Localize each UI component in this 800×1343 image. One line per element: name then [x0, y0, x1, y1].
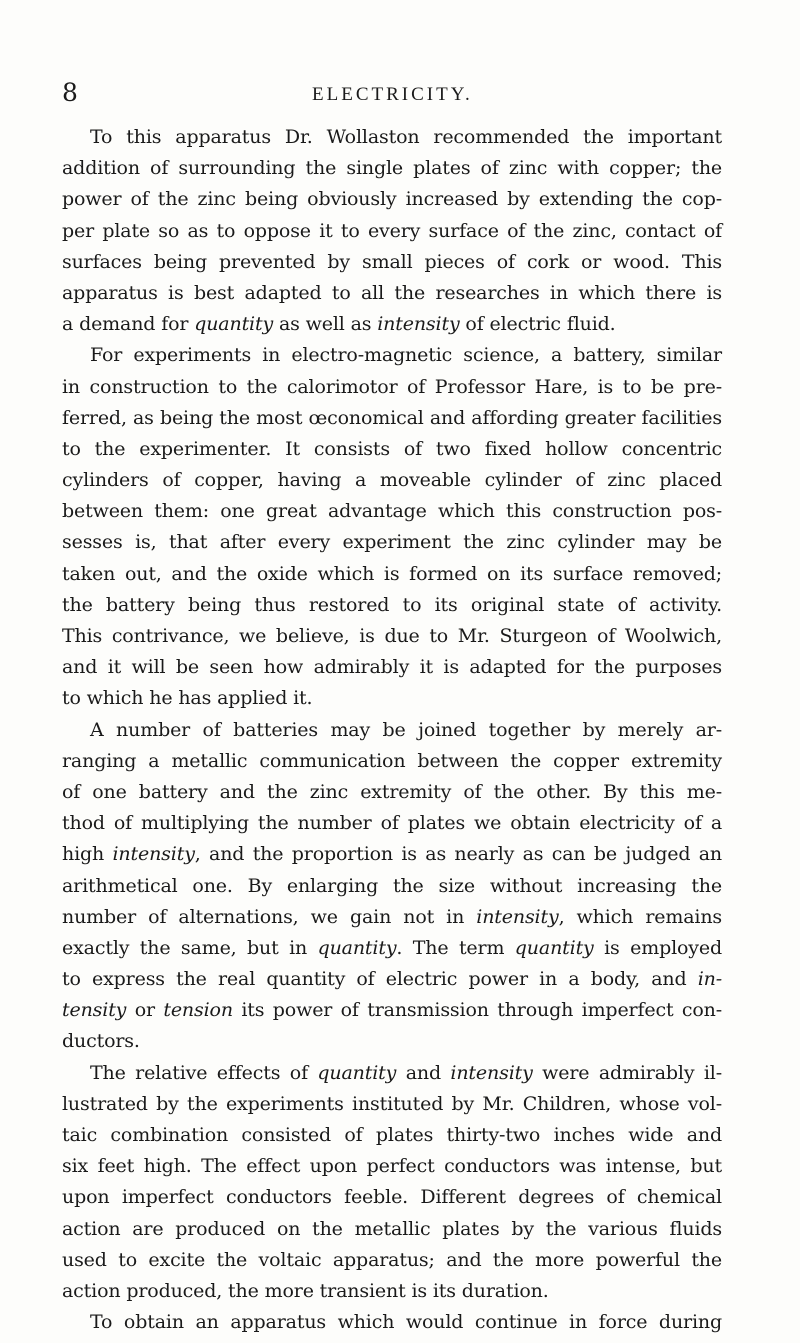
text-run: lustrated by the experiments instituted by Mr. Children, whose vol- — [62, 1092, 722, 1115]
text-run: apparatus is best adapted to all the researches in which there is — [62, 281, 722, 304]
text-line — [62, 933, 722, 964]
text-run: in construction to the calorimotor of Professor Hare, is to be pre- — [62, 375, 722, 398]
text-run: and — [396, 1061, 451, 1084]
italic-term: intensity — [476, 905, 559, 928]
text-run: to the experimenter. It consists of two fixed hollow concentric — [62, 437, 722, 460]
text-run: . The term — [396, 936, 515, 959]
text-line — [62, 590, 722, 621]
italic-term: in- — [697, 968, 722, 991]
text-line — [62, 715, 722, 746]
text-run: or — [126, 999, 164, 1022]
text-line — [62, 184, 722, 215]
page-header — [62, 78, 722, 112]
text-run: thod of multiplying the number of plates we obtain electricity of a — [62, 812, 722, 835]
text-line — [62, 1276, 722, 1307]
text-line — [62, 527, 722, 558]
text-line — [62, 1151, 722, 1182]
text-line — [62, 1245, 722, 1276]
text-line — [62, 340, 722, 371]
text-run: , which remains — [558, 905, 723, 928]
page-number: 8 — [62, 78, 78, 107]
italic-term: quantity — [317, 1061, 397, 1084]
text-line — [62, 122, 722, 153]
text-run: The relative effects of — [90, 1061, 318, 1084]
italic-term: intensity — [112, 843, 195, 866]
text-run: a demand for — [62, 313, 195, 336]
text-line — [62, 309, 722, 340]
text-line — [62, 372, 722, 403]
text-run: to which he has applied it. — [62, 687, 313, 710]
text-run: action produced, the more transient is its duration. — [62, 1279, 549, 1302]
text-line — [62, 995, 722, 1026]
text-run: sesses is, that after every experiment the zinc cylinder may be — [62, 531, 722, 554]
text-line — [62, 216, 722, 247]
text-line — [62, 1182, 722, 1213]
text-run: the battery being thus restored to its original state of activity. — [62, 593, 722, 616]
text-line — [62, 746, 722, 777]
text-run: This contrivance, we believe, is due to Mr. Sturgeon of Woolwich, — [62, 625, 722, 647]
text-run: and it will be seen how admirably it is adapted for the purposes — [62, 656, 722, 679]
text-line — [62, 964, 722, 995]
text-run: high — [62, 843, 113, 866]
text-run: as well as — [273, 313, 378, 336]
text-run: ranging a metallic communication between the copper extremity — [62, 749, 722, 772]
text-line — [62, 777, 722, 808]
text-line — [62, 1214, 722, 1245]
text-run: ferred, as being the most œconomical and affording greater facilities — [62, 406, 722, 429]
text-run: six feet high. The effect upon perfect conductors was intense, but — [62, 1155, 722, 1178]
text-line — [62, 153, 722, 184]
text-line — [62, 1120, 722, 1151]
running-title: ELECTRICITY. — [312, 84, 473, 105]
text-run: action are produced on the metallic plates by the various fluids — [62, 1217, 722, 1240]
text-run: per plate so as to oppose it to every surface of the zinc, contact of — [62, 219, 722, 242]
text-run: were admirably il- — [532, 1061, 722, 1084]
text-line — [62, 559, 722, 590]
text-run: ductors. — [62, 1030, 140, 1053]
text-run: taken out, and the oxide which is formed on its surface removed; — [62, 562, 722, 585]
text-run: to express the real quantity of electric power in a body, and — [62, 968, 698, 991]
italic-term: tensity — [62, 999, 127, 1022]
text-run: To obtain an apparatus which would continue in force during — [90, 1311, 722, 1334]
text-run: number of alternations, we gain not in — [62, 905, 477, 928]
text-line — [62, 652, 722, 683]
italic-term: tension — [163, 999, 233, 1022]
text-run: of electric fluid. — [459, 313, 616, 336]
text-run: A number of batteries may be joined together by merely ar- — [90, 718, 722, 741]
text-line — [62, 1089, 722, 1120]
text-line — [62, 1058, 722, 1089]
text-line — [62, 1307, 722, 1338]
text-line — [62, 839, 722, 870]
italic-term: intensity — [450, 1061, 533, 1084]
italic-term: intensity — [377, 313, 460, 336]
italic-term: quantity — [514, 936, 594, 959]
text-line — [62, 403, 722, 434]
text-run: addition of surrounding the single plates of zinc with copper; the — [62, 157, 722, 180]
text-run: upon imperfect conductors feeble. Different degrees of chemical — [62, 1186, 722, 1209]
text-line — [62, 247, 722, 278]
text-line — [62, 496, 722, 527]
text-line — [62, 683, 722, 714]
text-line — [62, 434, 722, 465]
text-run: For experiments in electro-magnetic science, a battery, similar — [90, 344, 722, 367]
italic-term: quantity — [194, 313, 274, 336]
text-run: To this apparatus Dr. Wollaston recommended the important — [90, 126, 722, 148]
text-run: exactly the same, but in — [62, 936, 318, 959]
text-line — [62, 621, 722, 652]
text-line — [62, 465, 722, 496]
text-run: power of the zinc being obviously increased by extending the cop- — [62, 188, 722, 211]
text-line — [62, 871, 722, 902]
text-run: of one battery and the zinc extremity of the other. By this me- — [62, 780, 722, 803]
text-line — [62, 902, 722, 933]
text-run: , and the proportion is as nearly as can be judged an — [194, 843, 722, 866]
text-line — [62, 1026, 722, 1057]
italic-term: quantity — [317, 936, 397, 959]
text-run: its power of transmission through imperfect con- — [232, 999, 722, 1022]
text-run: used to excite the voltaic apparatus; and the more powerful the — [62, 1248, 722, 1271]
text-run: surfaces being prevented by small pieces of cork or wood. This — [62, 250, 722, 273]
text-run: taic combination consisted of plates thirty-two inches wide and — [62, 1124, 722, 1146]
text-run: is employed — [593, 936, 722, 959]
text-run: arithmetical one. By enlarging the size without increasing the — [62, 874, 722, 897]
text-line — [62, 278, 722, 309]
body-text — [62, 122, 722, 1338]
text-run: cylinders of copper, having a moveable cylinder of zinc placed — [62, 469, 722, 492]
text-run: between them: one great advantage which this construction pos- — [62, 500, 722, 523]
text-line — [62, 808, 722, 839]
